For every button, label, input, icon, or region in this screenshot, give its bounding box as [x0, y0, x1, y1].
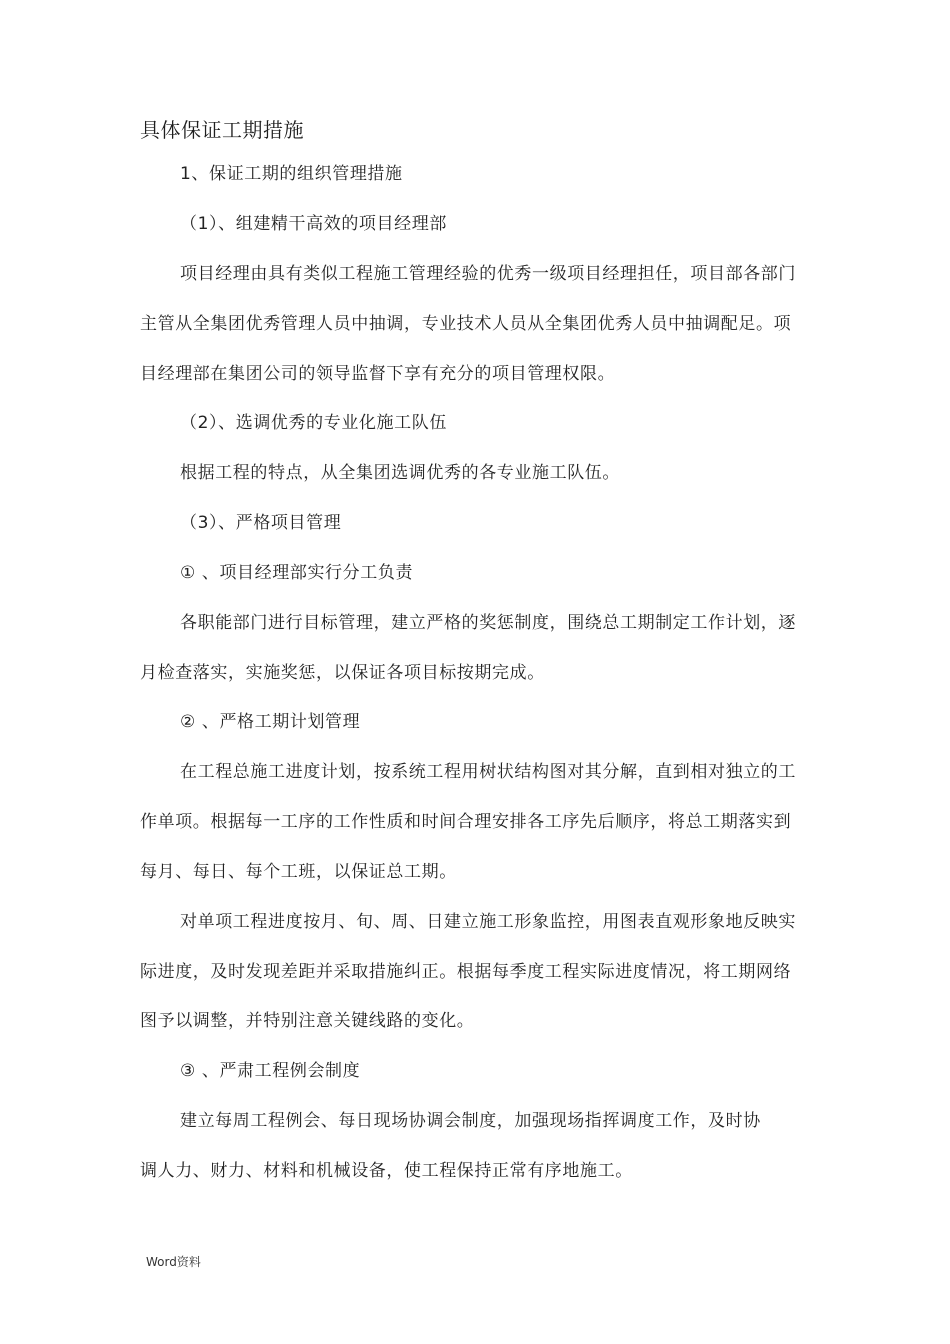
paragraph-line: 各职能部门进行目标管理，建立严格的奖惩制度，围绕总工期制定工作计划，逐 [180, 613, 796, 633]
item-heading: ③ 、严肃工程例会制度 [180, 1061, 361, 1081]
subsection-heading: （3）、严格项目管理 [180, 513, 342, 533]
document-title: 具体保证工期措施 [140, 118, 304, 142]
paragraph-line: 对单项工程进度按月、旬、周、日建立施工形象监控，用图表直观形象地反映实 [180, 912, 796, 932]
footer-label: Word资料 [146, 1255, 201, 1269]
item-heading: ② 、严格工期计划管理 [180, 712, 361, 732]
paragraph-line: 主管从全集团优秀管理人员中抽调，专业技术人员从全集团优秀人员中抽调配足。项 [140, 314, 792, 334]
paragraph-line: 际进度，及时发现差距并采取措施纠正。根据每季度工程实际进度情况，将工期网络 [140, 962, 792, 982]
paragraph-line: 建立每周工程例会、每日现场协调会制度，加强现场指挥调度工作，及时协 [180, 1111, 761, 1131]
paragraph-line: 作单项。根据每一工序的工作性质和时间合理安排各工序先后顺序，将总工期落实到 [140, 812, 792, 832]
subsection-heading: （2）、选调优秀的专业化施工队伍 [180, 413, 447, 433]
paragraph-line: 图予以调整，并特别注意关键线路的变化。 [140, 1011, 475, 1031]
subsection-heading: （1）、组建精干高效的项目经理部 [180, 214, 447, 234]
paragraph-line: 根据工程的特点，从全集团选调优秀的各专业施工队伍。 [180, 463, 620, 483]
paragraph-line: 项目经理由具有类似工程施工管理经验的优秀一级项目经理担任，项目部各部门 [180, 264, 796, 284]
section-heading: 1、保证工期的组织管理措施 [180, 164, 403, 184]
paragraph-line: 在工程总施工进度计划，按系统工程用树状结构图对其分解，直到相对独立的工 [180, 762, 796, 782]
paragraph-line: 月检查落实，实施奖惩，以保证各项目标按期完成。 [140, 663, 545, 683]
paragraph-line: 调人力、财力、材料和机械设备，使工程保持正常有序地施工。 [140, 1161, 633, 1181]
item-heading: ① 、项目经理部实行分工负责 [180, 563, 414, 583]
paragraph-line: 每月、每日、每个工班，以保证总工期。 [140, 862, 457, 882]
paragraph-line: 目经理部在集团公司的领导监督下享有充分的项目管理权限。 [140, 364, 616, 384]
